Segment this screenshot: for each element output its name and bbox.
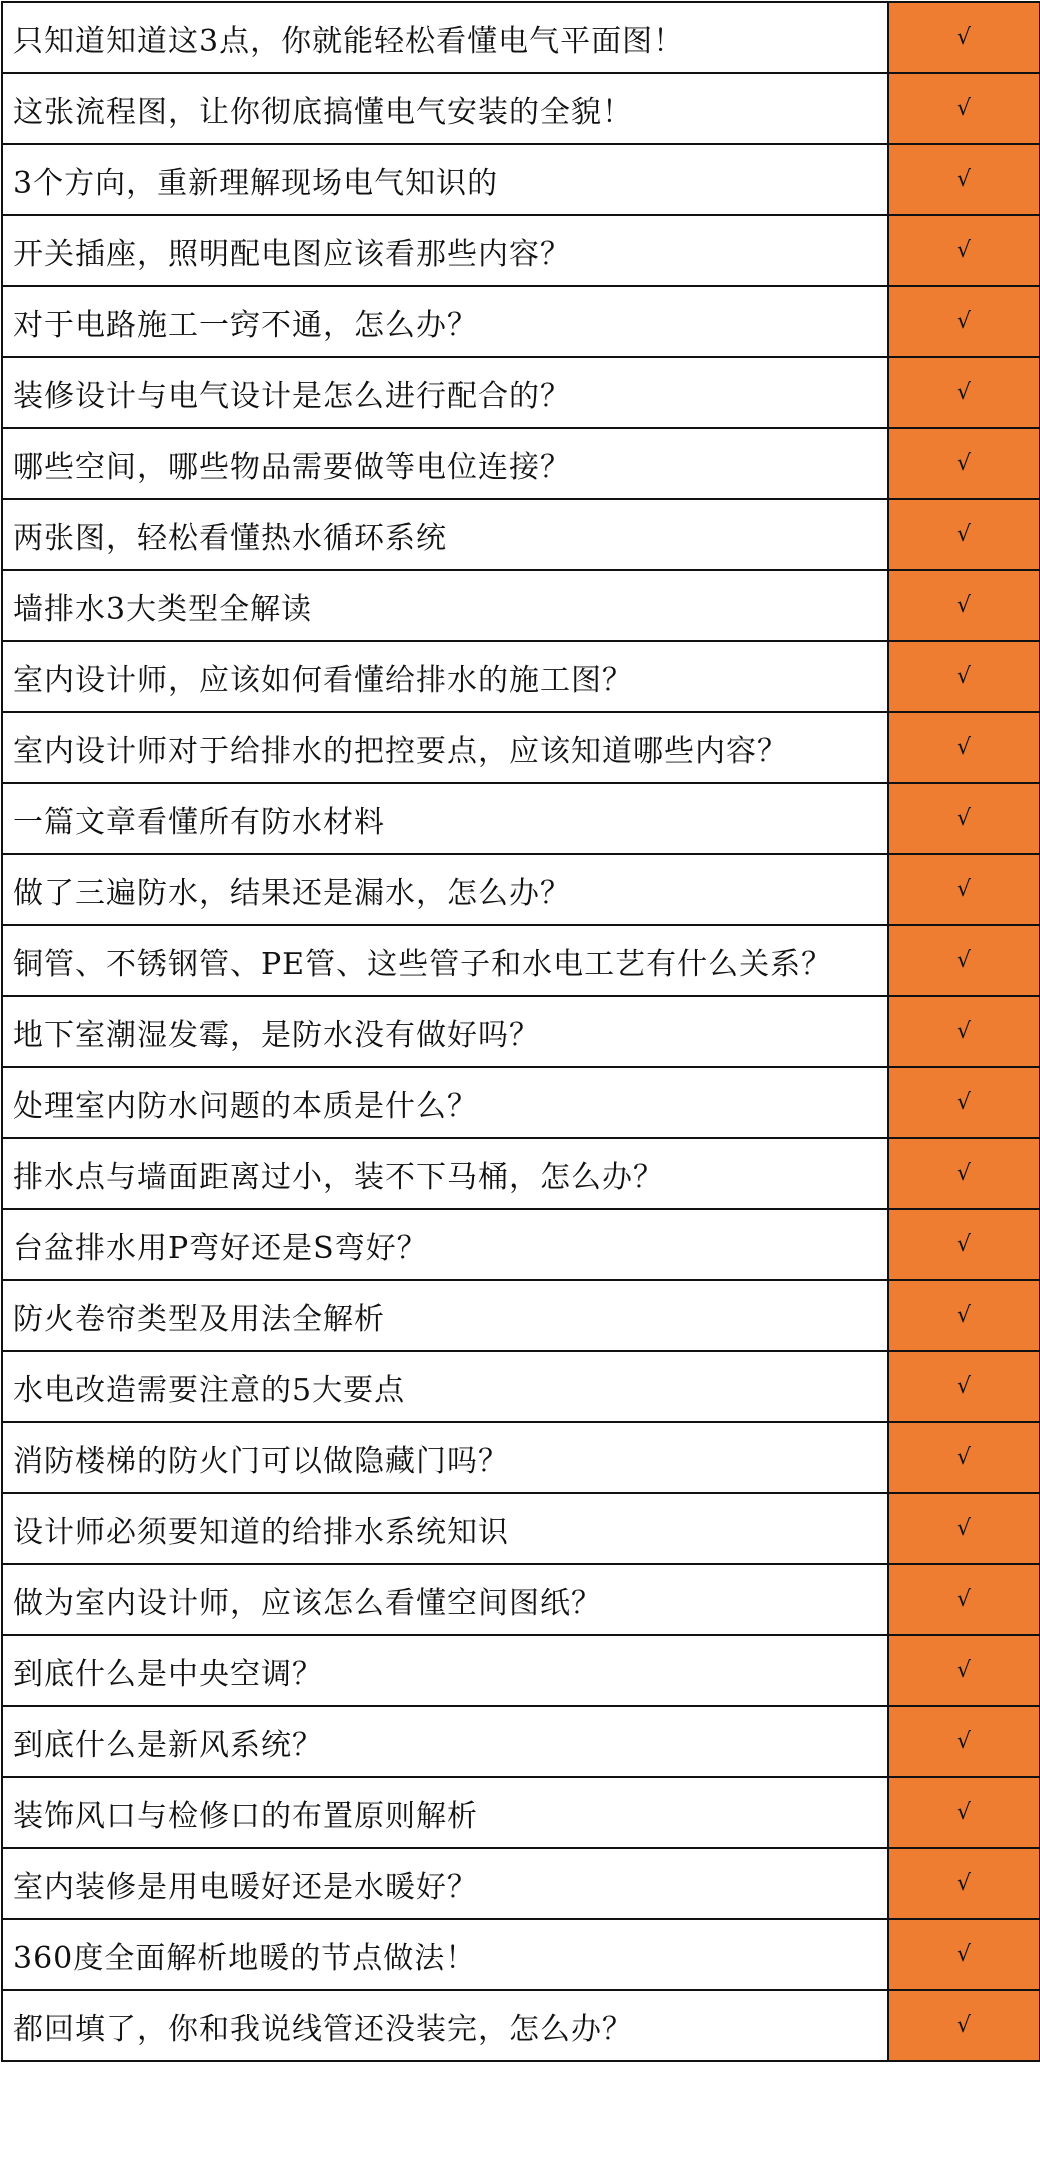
article-title-cell: 防火卷帘类型及用法全解析 <box>2 1280 888 1351</box>
checkmark-icon: √ <box>888 2 1040 73</box>
checkmark-icon: √ <box>888 854 1040 925</box>
article-title-cell: 一篇文章看懂所有防水材料 <box>2 783 888 854</box>
checkmark-icon: √ <box>888 1635 1040 1706</box>
table-row <box>2 1280 1040 1351</box>
checkmark-icon: √ <box>888 1990 1040 2061</box>
article-title-cell: 到底什么是中央空调？ <box>2 1635 888 1706</box>
table-row <box>2 996 1040 1067</box>
checkmark-icon: √ <box>888 712 1040 783</box>
table-row <box>2 1919 1040 1990</box>
checkmark-icon: √ <box>888 428 1040 499</box>
checkmark-icon: √ <box>888 1067 1040 1138</box>
table-row <box>2 1138 1040 1209</box>
article-title-cell: 铜管、不锈钢管、PE管、这些管子和水电工艺有什么关系？ <box>2 925 888 996</box>
table-row <box>2 144 1040 215</box>
checkmark-icon: √ <box>888 1848 1040 1919</box>
checkmark-icon: √ <box>888 1777 1040 1848</box>
article-title-cell: 室内装修是用电暖好还是水暖好？ <box>2 1848 888 1919</box>
table-row <box>2 1635 1040 1706</box>
article-title-cell: 室内设计师对于给排水的把控要点，应该知道哪些内容？ <box>2 712 888 783</box>
article-title-cell: 做为室内设计师，应该怎么看懂空间图纸？ <box>2 1564 888 1635</box>
article-title-cell: 3个方向，重新理解现场电气知识的 <box>2 144 888 215</box>
article-title-cell: 开关插座，照明配电图应该看那些内容？ <box>2 215 888 286</box>
article-title-cell: 对于电路施工一窍不通，怎么办？ <box>2 286 888 357</box>
article-title-cell: 地下室潮湿发霉，是防水没有做好吗？ <box>2 996 888 1067</box>
table-row <box>2 499 1040 570</box>
table-row <box>2 1351 1040 1422</box>
article-title-cell: 哪些空间，哪些物品需要做等电位连接？ <box>2 428 888 499</box>
table-row <box>2 854 1040 925</box>
checkmark-icon: √ <box>888 1706 1040 1777</box>
article-title-cell: 360度全面解析地暖的节点做法！ <box>2 1919 888 1990</box>
table-row <box>2 357 1040 428</box>
table-row <box>2 1493 1040 1564</box>
checkmark-icon: √ <box>888 641 1040 712</box>
article-title-cell: 两张图，轻松看懂热水循环系统 <box>2 499 888 570</box>
article-title-cell: 室内设计师，应该如何看懂给排水的施工图？ <box>2 641 888 712</box>
article-title-cell: 装修设计与电气设计是怎么进行配合的？ <box>2 357 888 428</box>
table-row <box>2 925 1040 996</box>
article-title-cell: 设计师必须要知道的给排水系统知识 <box>2 1493 888 1564</box>
table-row <box>2 286 1040 357</box>
checkmark-icon: √ <box>888 1209 1040 1280</box>
article-title-cell: 只知道知道这3点，你就能轻松看懂电气平面图！ <box>2 2 888 73</box>
table-row <box>2 1209 1040 1280</box>
article-title-cell: 到底什么是新风系统？ <box>2 1706 888 1777</box>
checkmark-icon: √ <box>888 1564 1040 1635</box>
table-row <box>2 215 1040 286</box>
article-title-cell: 排水点与墙面距离过小，装不下马桶，怎么办？ <box>2 1138 888 1209</box>
table-row <box>2 1990 1040 2061</box>
checkmark-icon: √ <box>888 1280 1040 1351</box>
table-row <box>2 428 1040 499</box>
table-row <box>2 1422 1040 1493</box>
checkmark-icon: √ <box>888 1351 1040 1422</box>
checklist-body <box>2 2 1040 2061</box>
table-row <box>2 783 1040 854</box>
table-row <box>2 73 1040 144</box>
article-title-cell: 装饰风口与检修口的布置原则解析 <box>2 1777 888 1848</box>
checklist-table <box>1 1 1040 2062</box>
checkmark-icon: √ <box>888 783 1040 854</box>
table-row <box>2 1564 1040 1635</box>
checkmark-icon: √ <box>888 144 1040 215</box>
checkmark-icon: √ <box>888 570 1040 641</box>
table-row <box>2 641 1040 712</box>
table-row <box>2 1067 1040 1138</box>
article-title-cell: 这张流程图，让你彻底搞懂电气安装的全貌！ <box>2 73 888 144</box>
table-row <box>2 2 1040 73</box>
article-title-cell: 墙排水3大类型全解读 <box>2 570 888 641</box>
article-title-cell: 做了三遍防水，结果还是漏水，怎么办？ <box>2 854 888 925</box>
checkmark-icon: √ <box>888 1138 1040 1209</box>
table-row <box>2 712 1040 783</box>
article-title-cell: 都回填了，你和我说线管还没装完，怎么办？ <box>2 1990 888 2061</box>
table-row <box>2 1848 1040 1919</box>
checkmark-icon: √ <box>888 1422 1040 1493</box>
checkmark-icon: √ <box>888 357 1040 428</box>
checkmark-icon: √ <box>888 1493 1040 1564</box>
table-row <box>2 1777 1040 1848</box>
checkmark-icon: √ <box>888 925 1040 996</box>
checkmark-icon: √ <box>888 286 1040 357</box>
article-title-cell: 消防楼梯的防火门可以做隐藏门吗？ <box>2 1422 888 1493</box>
checkmark-icon: √ <box>888 215 1040 286</box>
table-row <box>2 570 1040 641</box>
checkmark-icon: √ <box>888 996 1040 1067</box>
checkmark-icon: √ <box>888 73 1040 144</box>
article-title-cell: 台盆排水用P弯好还是S弯好？ <box>2 1209 888 1280</box>
article-title-cell: 处理室内防水问题的本质是什么？ <box>2 1067 888 1138</box>
checkmark-icon: √ <box>888 499 1040 570</box>
checkmark-icon: √ <box>888 1919 1040 1990</box>
table-row <box>2 1706 1040 1777</box>
article-title-cell: 水电改造需要注意的5大要点 <box>2 1351 888 1422</box>
